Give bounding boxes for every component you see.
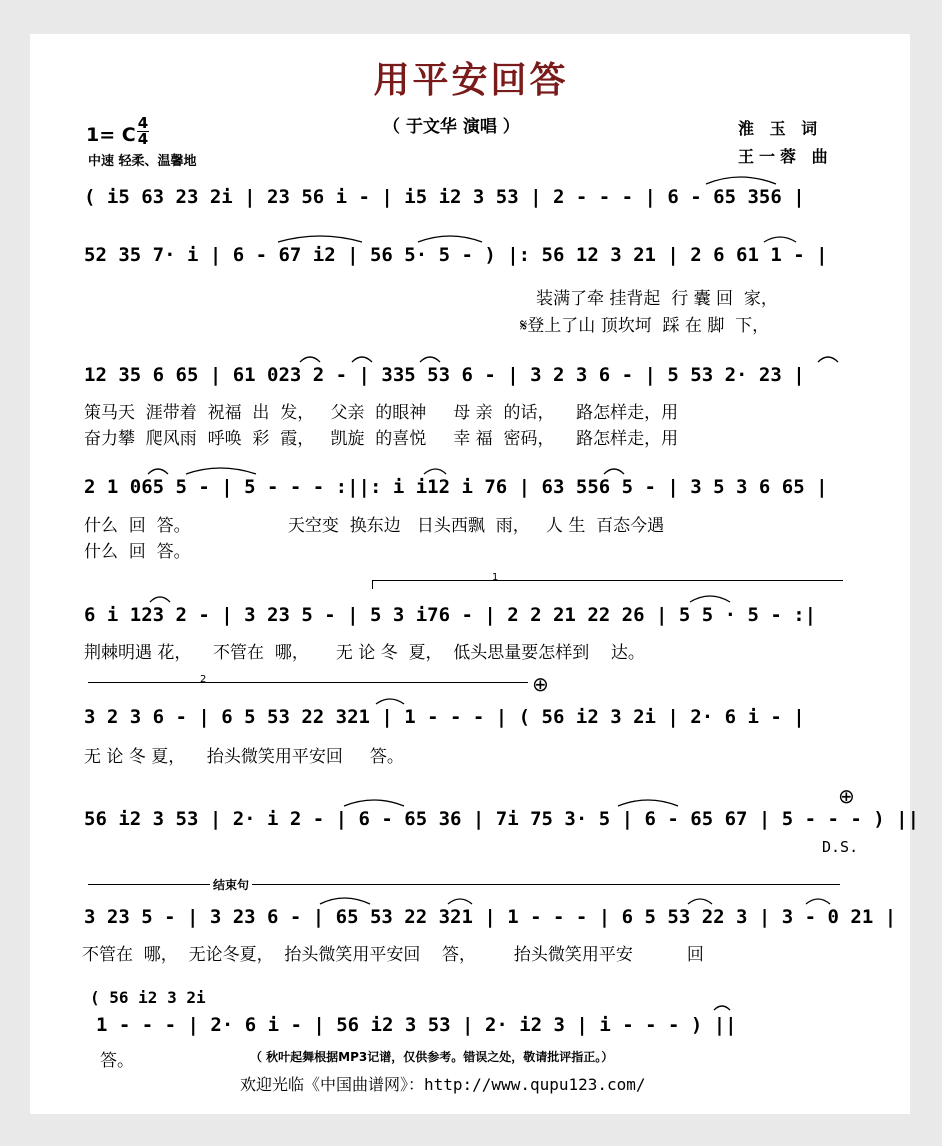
lyric-line-6: 什么 回 答。	[84, 542, 191, 562]
notation-row-5: 6 i 123 2 - | 3 23 5 - | 5 3 i76 - | 2 2 21 22 26 | 5 5 · 5 - :|	[84, 604, 817, 626]
lyric-line-8: 无 论 冬 夏， 抬头微笑用平安回 答。	[84, 747, 404, 767]
volta-number-1: 1	[492, 572, 499, 583]
volta-number-2: 2	[200, 674, 207, 685]
lyric-line-1: 装满了牵 挂背起 行 囊 回 家，	[536, 289, 778, 309]
site-footer: 欢迎光临《中国曲谱网》：http://www.qupu123.com/	[240, 1075, 646, 1094]
composer-credit: 王一蓉 曲	[738, 147, 833, 166]
fermata-arc	[714, 1006, 730, 1010]
transcription-note: （ 秋叶起舞根据MP3记谱，仅供参考。错误之处，敬请批评指正。）	[250, 1050, 614, 1064]
notation-row-9: ( 56 i2 3 2i	[90, 988, 206, 1007]
slur-arc	[148, 469, 168, 474]
slur-arc	[186, 468, 256, 474]
key-signature: 1= C	[86, 124, 136, 146]
song-title: 用平安回答	[373, 60, 569, 101]
slur-arc	[418, 236, 482, 242]
slur-arc	[278, 236, 362, 242]
time-signature-top: 4	[137, 114, 149, 132]
notation-row-8: 3 23 5 - | 3 23 6 - | 65 53 22 321 | 1 - - - | 6 5 53 22 3 | 3 - 0 21 |	[84, 906, 897, 928]
coda-icon: ⊕	[532, 672, 549, 696]
slur-arc	[688, 899, 712, 904]
slur-arc	[764, 237, 796, 242]
notation-row-1: ( i5 63 23 2i | 23 56 i - | i5 i2 3 53 | 2 - - - | 6 - 65 356 |	[84, 186, 805, 208]
notation-row-2: 52 35 7· i | 6 - 67 i2 | 56 5· 5 - ) |: 56 12 3 21 | 2 6 61 1 - |	[84, 244, 828, 266]
lyricist-credit: 淮 玉 词	[738, 119, 823, 138]
dal-segno-mark: D.S.	[822, 838, 859, 856]
notation-row-10: 1 - - - | 2· 6 i - | 56 i2 3 53 | 2· i2 3 | i - - - ) ||	[96, 1014, 737, 1036]
slur-arc	[448, 899, 472, 904]
slur-arc	[618, 800, 678, 806]
slur-arc	[150, 597, 170, 602]
lyric-line-4: 奋力攀 爬风雨 呼唤 彩 霞， 凯旋 的喜悦 幸 福 密码， 路怎样走，用	[84, 429, 679, 449]
lyric-line-7: 荆棘明遇 花， 不管在 哪， 无 论 冬 夏， 低头思量要怎样到 达。	[84, 643, 645, 663]
slur-arc	[604, 469, 624, 474]
slur-arc	[376, 699, 404, 704]
lyric-line-5: 什么 回 答。 天空变 换东边 日头西飘 雨， 人 生 百态今遇	[84, 516, 665, 536]
slur-arc	[706, 177, 776, 184]
slur-arc	[818, 357, 838, 362]
coda-icon-end: ⊕	[838, 784, 855, 808]
lyric-line-2: 𝄋登上了山 顶坎坷 踩 在 脚 下，	[520, 316, 770, 336]
slur-arc	[344, 800, 404, 806]
notation-row-4: 2 1 065 5 - | 5 - - - :||: i i12 i 76 | 63 556 5 - | 3 5 3 6 65 |	[84, 476, 828, 498]
singer-credit: （ 于文华 演唱 ）	[383, 117, 520, 137]
lyric-line-3: 策马天 涯带着 祝福 出 发， 父亲 的眼神 母 亲 的话， 路怎样走，用	[84, 403, 679, 423]
time-signature-bottom: 4	[137, 130, 149, 148]
slur-arc	[420, 357, 440, 362]
notation-row-3: 12 35 6 65 | 61 023 2 - | 335 53 6 - | 3 2 3 6 - | 5 53 2· 23 |	[84, 364, 805, 386]
slur-arc	[352, 357, 372, 362]
notation-row-7: 56 i2 3 53 | 2· i 2 - | 6 - 65 36 | 7i 75 3· 5 | 6 - 65 67 | 5 - - - ) ||	[84, 808, 920, 830]
slur-arc	[300, 357, 320, 362]
lyric-line-10: 答。	[100, 1051, 134, 1071]
tempo-marking: 中速 轻柔、温馨地	[88, 154, 197, 169]
slur-arc	[424, 469, 446, 474]
slur-arc	[690, 596, 730, 602]
lyric-line-9: 不管在 哪， 无论冬夏， 抬头微笑用平安回 答， 抬头微笑用平安 回	[82, 945, 704, 965]
slur-arc	[806, 899, 830, 904]
ending-label: 结束句	[210, 876, 252, 893]
notation-row-6: 3 2 3 6 - | 6 5 53 22 321 | 1 - - - | ( 56 i2 3 2i | 2· 6 i - |	[84, 706, 805, 728]
slur-arc	[320, 898, 370, 904]
